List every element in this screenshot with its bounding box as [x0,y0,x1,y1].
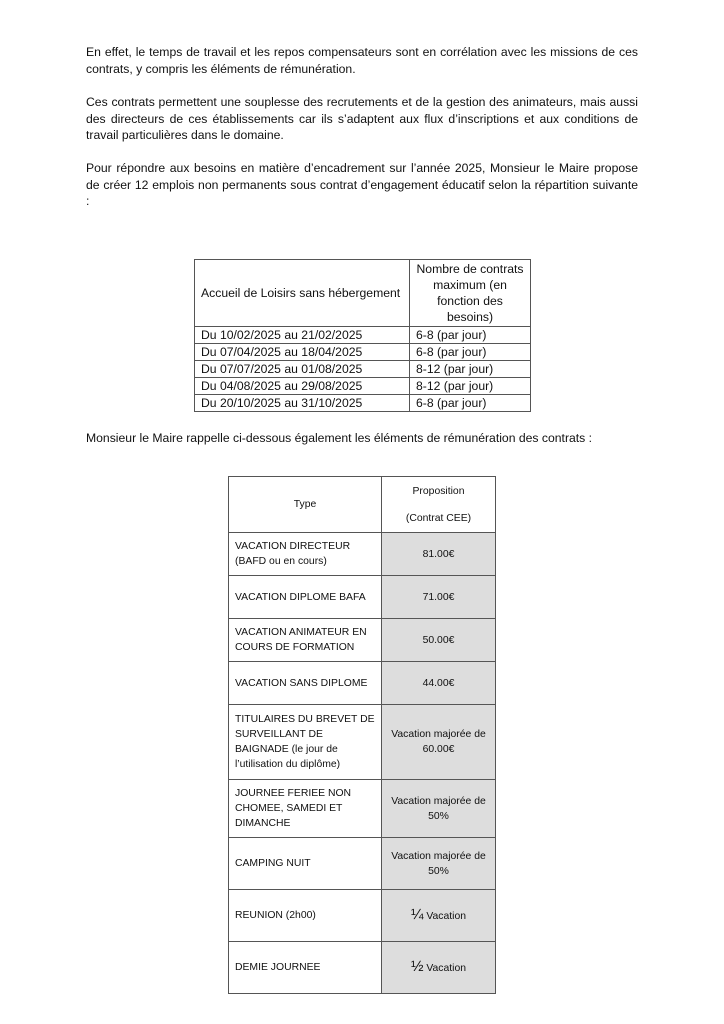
table-row [195,327,531,344]
table-row [195,361,531,378]
paragraph-flexibility: Ces contrats permettent une souplesse des recrutements et de la gestion des animateurs, mais aussi des directeurs de ces établissements car ils s’adaptent aux flux d’inscriptions et aux conditions de travail particulières dans le domaine. [86,95,638,142]
header-proposition-line1: Proposition [412,485,465,497]
value-label: Vacation [426,911,467,922]
fraction-half: ½ [410,958,424,975]
paragraph-remuneration-intro: Monsieur le Maire rappelle ci-dessous également les éléments de rémunération des contrats : [86,431,593,445]
type-cell: CAMPING NUIT [229,838,382,890]
table-row [229,890,496,942]
contracts-distribution-table [194,259,531,412]
header-max-contracts: Nombre de contrats maximum (en fonction des besoins) [410,260,531,327]
value-cell: 81.00€ [382,533,496,576]
type-cell: TITULAIRES DU BREVET DE SURVEILLANT DE BAIGNADE (le jour de l’utilisation du diplôme) [229,705,382,780]
table-row [229,576,496,619]
value-cell: Vacation majorée de 50% [382,838,496,890]
period-cell: Du 20/10/2025 au 31/10/2025 [195,395,410,412]
table-row [195,344,531,361]
header-type: Type [229,477,382,533]
paragraph-proposal: Pour répondre aux besoins en matière d’encadrement sur l’année 2025, Monsieur le Maire propose de créer 12 emplois non permanents sous contrat d’engagement éducatif selon la répartition suivante : [86,161,638,208]
table-row [195,395,531,412]
value-cell: 44.00€ [382,662,496,705]
value-cell: 50.00€ [382,619,496,662]
table-row [229,780,496,838]
type-cell: DEMIE JOURNEE [229,942,382,994]
remuneration-table [228,476,496,994]
type-cell: VACATION SANS DIPLOME [229,662,382,705]
value-cell [382,942,496,994]
table-row [229,662,496,705]
count-cell: 8-12 (par jour) [410,378,531,395]
table-row [229,942,496,994]
header-leisure-center: Accueil de Loisirs sans hébergement [195,260,410,327]
value-cell: Vacation majorée de 50% [382,780,496,838]
period-cell: Du 04/08/2025 au 29/08/2025 [195,378,410,395]
table-row [229,838,496,890]
table-row [229,533,496,576]
count-cell: 6-8 (par jour) [410,344,531,361]
fraction-quarter: ¼ [410,906,424,923]
table-row [195,378,531,395]
table-header-row [229,477,496,533]
table-row [229,619,496,662]
type-cell: VACATION ANIMATEUR EN COURS DE FORMATION [229,619,382,662]
value-label: Vacation [426,963,467,974]
header-proposition-line2: (Contrat CEE) [405,512,472,524]
count-cell: 6-8 (par jour) [410,395,531,412]
value-cell: Vacation majorée de 60.00€ [382,705,496,780]
period-cell: Du 10/02/2025 au 21/02/2025 [195,327,410,344]
value-cell: 71.00€ [382,576,496,619]
paragraph-working-time: En effet, le temps de travail et les repos compensateurs sont en corrélation avec les missions de ces contrats, y compris les éléments de rémunération. [86,45,638,76]
type-cell: REUNION (2h00) [229,890,382,942]
header-proposition [382,477,496,533]
period-cell: Du 07/07/2025 au 01/08/2025 [195,361,410,378]
type-cell: JOURNEE FERIEE NON CHOMEE, SAMEDI ET DIMANCHE [229,780,382,838]
table-header-row [195,260,531,327]
table-row [229,705,496,780]
type-cell: VACATION DIRECTEUR (BAFD ou en cours) [229,533,382,576]
type-cell: VACATION DIPLOME BAFA [229,576,382,619]
count-cell: 8-12 (par jour) [410,361,531,378]
count-cell: 6-8 (par jour) [410,327,531,344]
value-cell [382,890,496,942]
period-cell: Du 07/04/2025 au 18/04/2025 [195,344,410,361]
